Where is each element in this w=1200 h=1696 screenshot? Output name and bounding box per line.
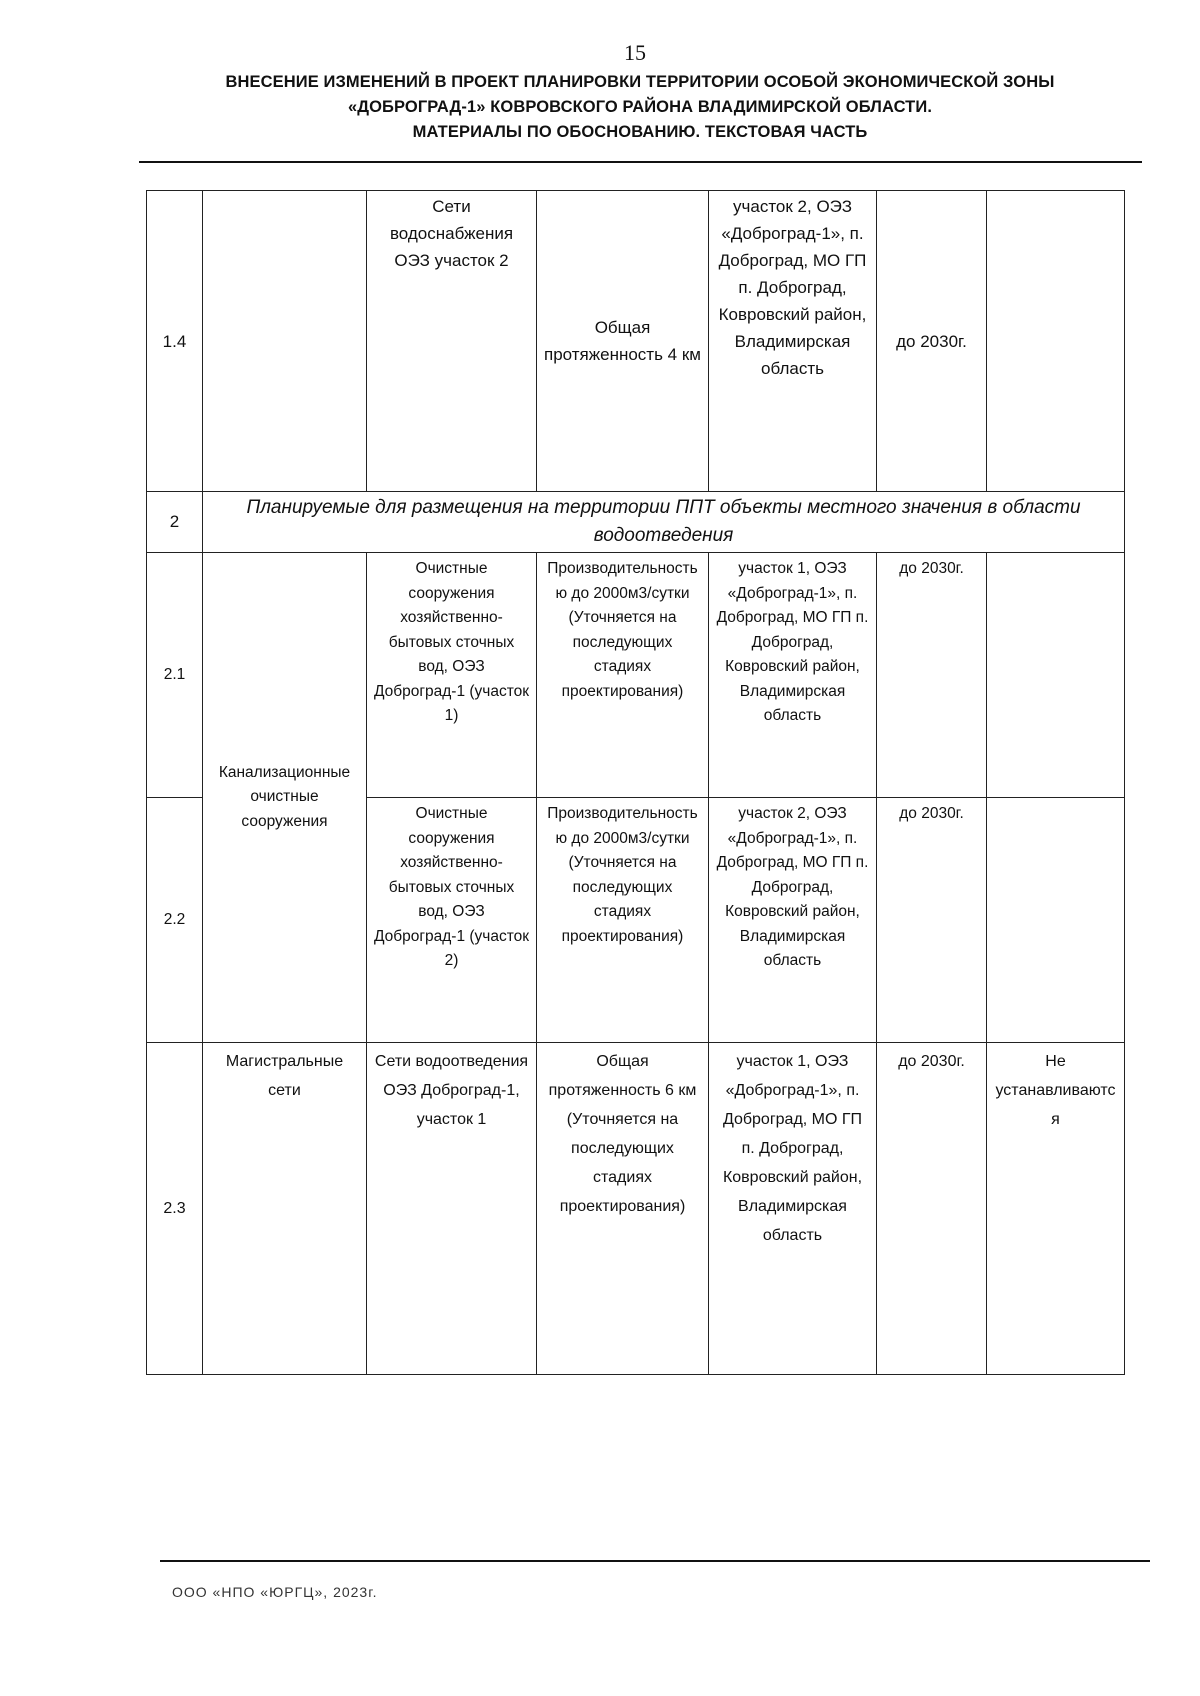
header-line-3: МАТЕРИАЛЫ ПО ОБОСНОВАНИЮ. ТЕКСТОВАЯ ЧАСТЬ [412,123,868,141]
header-divider [139,161,1142,163]
object-zone-cell: Не устанавливаются [987,1043,1125,1375]
object-zone-cell [987,553,1125,798]
object-name-cell: Очистные сооружения хозяйственно-бытовых сточных вод, ОЭЗ Доброград-1 (участок 1) [367,553,537,798]
section-number: 2 [147,492,203,553]
footer-divider [160,1560,1150,1562]
object-name-cell: Сети водоснабжения ОЭЗ участок 2 [367,191,537,492]
object-group-cell: Магистральные сети [203,1043,367,1375]
footer-organization: ООО «НПО «ЮРГЦ», 2023г. [172,1584,378,1600]
table-row-1-4 [147,191,1125,492]
header-line-1: ВНЕСЕНИЕ ИЗМЕНЕНИЙ В ПРОЕКТ ПЛАНИРОВКИ ТЕРРИТОРИИ ОСОБОЙ ЭКОНОМИЧЕСКОЙ ЗОНЫ [225,73,1055,91]
object-location-cell: участок 1, ОЭЗ «Доброград-1», п. Доброград, МО ГП п. Доброград, Ковровский район, Владимирская область [709,1043,877,1375]
object-location-cell: участок 2, ОЭЗ «Доброград-1», п. Доброград, МО ГП п. Доброград, Ковровский район, Владимирская область [709,191,877,492]
table-row-2-3 [147,1043,1125,1375]
object-term-cell: до 2030г. [877,553,987,798]
object-location-cell: участок 2, ОЭЗ «Доброград-1», п. Доброград, МО ГП п. Доброград, Ковровский район, Владимирская область [709,798,877,1043]
page-number: 15 [624,40,646,65]
table-row-section-2 [147,492,1125,553]
object-characteristic-cell: Производительностью до 2000м3/сутки (Уточняется на последующих стадиях проектирования) [537,798,709,1043]
row-number: 2.2 [147,798,203,1043]
header-line-2: «ДОБРОГРАД-1» КОВРОВСКОГО РАЙОНА ВЛАДИМИРСКОЙ ОБЛАСТИ. [347,98,933,116]
object-zone-cell [987,191,1125,492]
objects-table [146,190,1125,1375]
row-number: 2.1 [147,553,203,798]
object-characteristic-cell: Общая протяженность 6 км (Уточняется на последующих стадиях проектирования) [537,1043,709,1375]
table-row-2-1 [147,553,1125,798]
object-term-cell: до 2030г. [877,191,987,492]
object-group-cell: Канализационные очистные сооружения [203,553,367,1043]
object-characteristic-cell: Общая протяженность 4 км [537,191,709,492]
row-number: 2.3 [147,1043,203,1375]
object-location-cell: участок 1, ОЭЗ «Доброград-1», п. Доброград, МО ГП п. Доброград, Ковровский район, Владимирская область [709,553,877,798]
row-number: 1.4 [147,191,203,492]
object-group-cell [203,191,367,492]
section-title: Планируемые для размещения на территории ППТ объекты местного значения в области водоотведения [203,492,1125,553]
object-term-cell: до 2030г. [877,798,987,1043]
object-zone-cell [987,798,1125,1043]
document-header [140,70,1140,145]
object-term-cell: до 2030г. [877,1043,987,1375]
object-name-cell: Сети водоотведения ОЭЗ Доброград-1, участок 1 [367,1043,537,1375]
object-name-cell: Очистные сооружения хозяйственно-бытовых сточных вод, ОЭЗ Доброград-1 (участок 2) [367,798,537,1043]
object-characteristic-cell: Производительностью до 2000м3/сутки (Уточняется на последующих стадиях проектирования) [537,553,709,798]
